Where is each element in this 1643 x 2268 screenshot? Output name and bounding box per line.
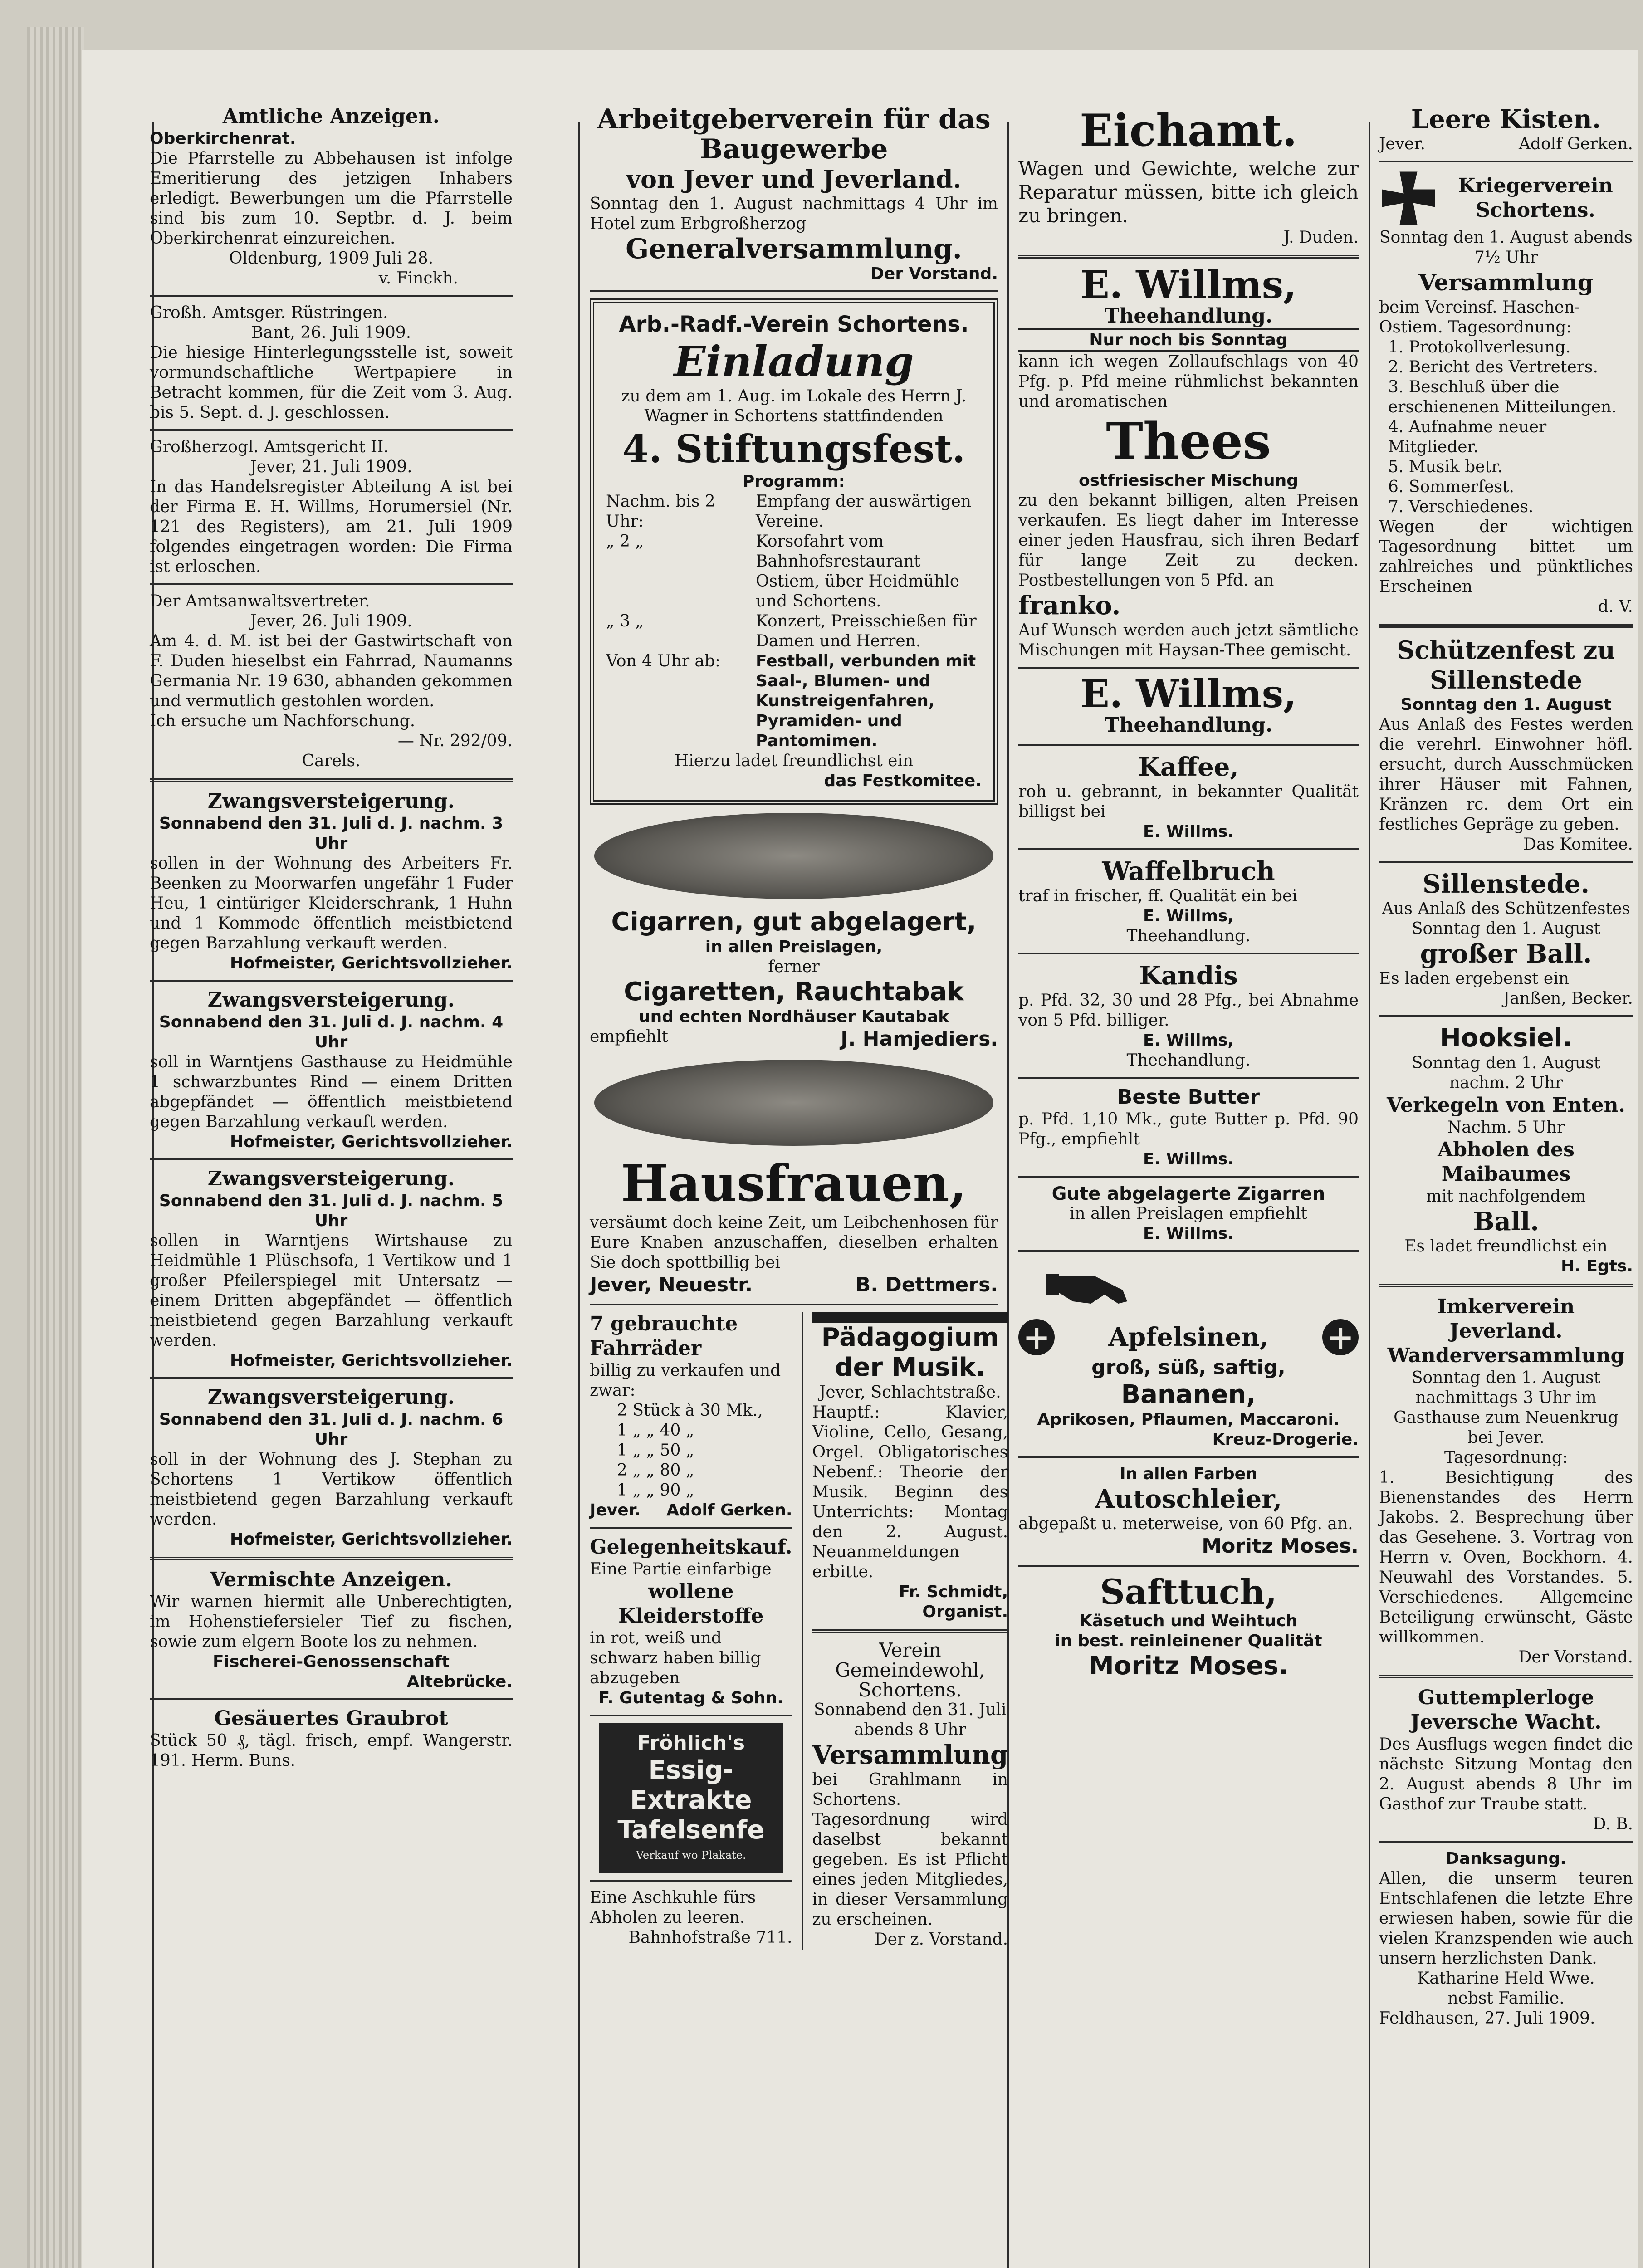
auction-signature: Hofmeister, Gerichtsvollzieher.: [230, 1133, 513, 1151]
program-row: [606, 651, 982, 751]
notice-date: Jever, 21. Juli 1909.: [250, 458, 412, 476]
ad-headline: Apfelsinen,: [1108, 1322, 1269, 1352]
ad-title-row: [1379, 169, 1633, 228]
ad-headline: Generalversammlung.: [626, 233, 962, 265]
ad-signature: Das Komitee.: [1523, 835, 1633, 854]
ad-sub: Theehandlung.: [1104, 714, 1273, 737]
ad-body: Eine Partie einfarbige: [590, 1560, 772, 1579]
ad-headline: Autoschleier,: [1095, 1484, 1282, 1514]
ad-place: Jever.: [590, 1501, 641, 1520]
program-item: Konzert, Preisschießen für Damen und Herren.: [756, 612, 977, 650]
ad-when: Sonntag den 1. August nachm. 2 Uhr: [1411, 1054, 1601, 1092]
agenda-item: 4. Aufnahme neuer Mitglieder.: [1388, 418, 1547, 456]
ad-body: zu dem am 1. Aug. im Lokale des Herrn J. Wagner in Schortens stattfindenden: [621, 387, 967, 425]
pointing-hand-icon: [1046, 1258, 1359, 1315]
ad-sub: ferner: [768, 958, 820, 976]
notice-body: Am 4. d. M. ist bei der Gastwirtschaft von F. Duden hieselbst ein Fahrrad, Naumanns Germania Nr. 19 630, abhanden gekommen und vermutlich gestohlen worden.: [150, 632, 513, 710]
ad-title: Arbeitgeberverein für das Baugewerbe: [597, 103, 991, 165]
ad-title: Gelegenheitskauf.: [590, 1535, 792, 1559]
auction-title: Zwangsversteigerung.: [207, 1386, 455, 1409]
ad-signature: d. V.: [1598, 597, 1633, 616]
auction-when: Sonnabend den 31. Juli d. J. nachm. 4 Uhr: [159, 1013, 504, 1051]
agenda-item: 1. Protokollverlesung.: [1388, 338, 1571, 357]
ad-sub: und echten Nordhäuser Kautabak: [638, 1007, 949, 1026]
auction-title: Zwangsversteigerung.: [207, 988, 455, 1012]
ad-headline: Thees: [1106, 412, 1271, 470]
logo-text: Essig-Extrakte: [630, 1755, 752, 1815]
price-row: 1 „ „ 50 „: [617, 1441, 694, 1460]
price-row: 1 „ „ 90 „: [617, 1481, 694, 1500]
program-row: [606, 492, 982, 532]
ad-headline: 4. Stiftungsfest.: [622, 426, 966, 471]
ad-headline: wollene Kleiderstoffe: [618, 1580, 764, 1628]
ad-headline: Kaffee,: [1138, 752, 1239, 782]
ad-signature: das Festkomitee.: [824, 772, 982, 790]
auction-body: sollen in der Wohnung des Arbeiters Fr. Beenken zu Moorwarfen ungefähr 1 Fuder Heu, 1 eintüriger Kleiderschrank, 1 Huhn und 1 Kommode öffentlich meistbietend gegen Barzahlung verkauft werden.: [150, 854, 513, 953]
logo-text: Verkauf wo Plakate.: [636, 1849, 746, 1862]
ad-body: Wegen der wichtigen Tagesordnung bittet um zahlreiches und pünktliches Erscheinen: [1379, 518, 1633, 596]
ad-signature: H. Egts.: [1560, 1257, 1633, 1276]
notice-body: Die Pfarrstelle zu Abbehausen ist infolge Emeritierung des jetzigen Inhabers erledigt. Bewerbungen um die Pfarrstelle sind bis zum 10. Septbr. d. J. beim Oberkirchenrat einzureichen.: [150, 149, 513, 248]
ad-headline: Hooksiel.: [1439, 1023, 1573, 1053]
ad-headline-row: [1018, 1319, 1359, 1355]
ad-body: kann ich wegen Zollaufschlags von 40 Pfg. p. Pfd meine rühmlichst bekannten und aromatischen: [1018, 352, 1359, 411]
column-1-content: [150, 104, 513, 1771]
notice-body: Die hiesige Hinterlegungsstelle ist, soweit vormundschaftliche Wertpapiere in Betracht kommen, für die Zeit vom 3. Aug. bis 5. Sept. d. J. geschlossen.: [150, 343, 513, 422]
ad-headline: Eichamt.: [1080, 105, 1297, 156]
ad-title: Imkerverein Jeverland.: [1437, 1295, 1575, 1343]
ad-signature: J. Duden.: [1283, 228, 1359, 247]
ad-body: billig zu verkaufen und zwar:: [590, 1361, 781, 1400]
ad-signature: E. Willms,: [1143, 907, 1234, 925]
ad-headline: Versammlung: [1418, 269, 1594, 296]
lower-left-ads: [590, 1312, 803, 1950]
newspaper-page: [82, 50, 1638, 2268]
price-row: 2 „ „ 80 „: [617, 1461, 694, 1480]
ad-bar: Nur noch bis Sonntag: [1018, 328, 1359, 352]
notice-title: Großherzogl. Amtsgericht II.: [150, 438, 389, 456]
ad-footer: [590, 1501, 792, 1520]
ad-date: Feldhausen, 27. Juli 1909.: [1379, 2009, 1595, 2028]
ad-body: Eine Aschkuhle fürs Abholen zu leeren.: [590, 1888, 756, 1927]
ad-headline: Leere Kisten.: [1411, 104, 1601, 134]
ad-headline: Gute abgelagerte Zigarren: [1051, 1183, 1325, 1204]
auction-when: Sonnabend den 31. Juli d. J. nachm. 5 Uhr: [159, 1192, 504, 1230]
ad-sub: Käsetuch und Weihtuch: [1079, 1612, 1298, 1630]
iron-cross-icon: [1379, 169, 1438, 228]
ad-headline: E. Willms,: [1080, 671, 1297, 716]
column-rule: [1369, 122, 1370, 2268]
agenda-item: 2. Bericht des Vertreters.: [1388, 358, 1598, 376]
ad-invite: Es laden ergebenst ein: [1379, 969, 1569, 988]
ad-address: Jever, Schlachtstraße.: [819, 1383, 1001, 1402]
ad-footer: [590, 1027, 998, 1051]
ad-when: Sonntag den 1. August: [1400, 695, 1612, 714]
ad-signature: F. Gutentag & Sohn.: [598, 1689, 783, 1707]
section-heading: Amtliche Anzeigen.: [222, 105, 440, 128]
column-4-content: [1379, 104, 1633, 2028]
ad-title: 7 gebrauchte Fahrräder: [590, 1312, 738, 1360]
lower-ads: [590, 1312, 1008, 1950]
notice-date: Jever, 26. Juli 1909.: [250, 612, 412, 631]
ad-signature: Der Vorstand.: [1518, 1648, 1633, 1667]
ad-signature: D. B.: [1593, 1815, 1633, 1833]
ad-headline: Bananen,: [1121, 1380, 1256, 1409]
column-rule: [578, 122, 580, 2268]
ad-body: Wagen und Gewichte, welche zur Reparatur müssen, bitte ich gleich zu bringen.: [1018, 157, 1359, 227]
section-heading: Vermischte Anzeigen.: [210, 1568, 452, 1591]
ad-body: bei Grahlmann in Schortens. Tagesordnung wird daselbst bekannt gegeben. Es ist Pflicht eines jeden Mitgliedes, in dieser Versammlung zu erscheinen.: [812, 1770, 1008, 1929]
ad-signature: Adolf Gerken.: [666, 1501, 792, 1520]
ad-signature: Moritz Moses.: [1202, 1535, 1359, 1558]
program-item: Korsofahrt vom Bahnhofsrestaurant Ostiem, über Heidmühle und Schortens.: [756, 532, 960, 611]
ad-sub: In allen Farben: [1120, 1465, 1257, 1483]
ad-headline: Kandis: [1139, 961, 1238, 991]
ad-signature: Moritz Moses.: [1089, 1651, 1288, 1681]
auction-title: Zwangsversteigerung.: [207, 1167, 455, 1190]
program-row: [606, 532, 982, 611]
lower-right-ads: [803, 1312, 1008, 1950]
ad-body: mit nachfolgendem: [1426, 1187, 1586, 1206]
ad-headline: Ball.: [1473, 1207, 1539, 1237]
ad-body: p. Pfd. 32, 30 und 28 Pfg., bei Abnahme von 5 Pfd. billiger.: [1018, 991, 1359, 1030]
ad-body: roh u. gebrannt, in bekannter Qualität billigst bei: [1018, 782, 1359, 821]
ad-signature: B. Dettmers.: [855, 1273, 998, 1296]
ad-signature: J. Hamjediers.: [841, 1027, 998, 1051]
notice-title: Oberkirchenrat.: [150, 129, 296, 148]
notice-body: Wir warnen hiermit alle Unberechtigten, im Hohenstiefersieler Tief zu fischen, sowie zum elgern Boote los zu nehmen.: [150, 1593, 513, 1651]
ad-title: Verein Gemeindewohl,: [835, 1639, 985, 1681]
ad-body: p. Pfd. 1,10 Mk., gute Butter p. Pfd. 90 Pfg., empfiehlt: [1018, 1110, 1359, 1149]
ad-signature: Der z. Vorstand.: [874, 1930, 1008, 1949]
auction-title: Zwangsversteigerung.: [207, 790, 455, 813]
ad-signature: Der Vorstand.: [870, 264, 998, 283]
ad-place: Jever, Neuestr.: [590, 1273, 753, 1296]
ad-body: in rot, weiß und schwarz haben billig abzugeben: [590, 1629, 761, 1687]
ad-title: Schortens.: [858, 1679, 962, 1701]
ad-headline: Einladung: [674, 337, 914, 386]
program-item: Empfang der auswärtigen Vereine.: [756, 492, 972, 531]
ad-body: versäumt doch keine Zeit, um Leibchenhosen für Eure Knaben anzuschaffen, dieselben erhalten Sie doch spottbillig bei: [590, 1213, 998, 1272]
red-cross-icon: +: [1018, 1319, 1055, 1355]
notice-title: Der Amtsanwaltsvertreter.: [150, 592, 370, 611]
price-row: 1 „ „ 40 „: [617, 1421, 694, 1440]
ad-body: Aus Anlaß des Schützenfestes Sonntag den 1. August: [1382, 899, 1630, 938]
ad-body: Auf Wunsch werden auch jetzt sämtliche Mischungen mit Haysan-Thee gemischt.: [1018, 621, 1359, 660]
ad-when: Sonntag den 1. August abends 7½ Uhr: [1379, 228, 1633, 267]
ad-signature: E. Willms,: [1143, 1031, 1234, 1050]
program-row: [606, 611, 982, 651]
ad-signature: Janßen, Becker.: [1503, 989, 1633, 1008]
ad-body: in allen Preislagen empfiehlt: [1069, 1204, 1308, 1223]
ad-sub: groß, süß, saftig,: [1091, 1356, 1286, 1379]
ad-body: zu den bekannt billigen, alten Preisen verkaufen. Es liegt daher im Interesse einer jeden Hausfrau, sich ihren Bedarf für lange Zeit zu decken. Postbestellungen von 5 Pfd. an: [1018, 491, 1359, 590]
column-2-content: [590, 103, 1008, 1950]
ad-signature: E. Willms.: [1143, 1224, 1234, 1243]
auction-body: soll in der Wohnung des J. Stephan zu Schortens 1 Vertikow öffentlich meistbietend gegen Barzahlung verkauft werden.: [150, 1450, 513, 1529]
ad-body: Aprikosen, Pflaumen, Maccaroni.: [1037, 1410, 1340, 1429]
auction-signature: Hofmeister, Gerichtsvollzieher.: [230, 954, 513, 973]
auction-body: soll in Warntjens Gasthause zu Heidmühle 1 schwarzbuntes Rind — einem Dritten abgepfändet — öffentlich meistbietend gegen Barzahlung verkauft werden.: [150, 1053, 513, 1131]
ad-headline: Beste Butter: [1117, 1085, 1260, 1109]
ad-title: Guttemplerloge Jeversche Wacht.: [1410, 1686, 1602, 1734]
ad-sub: Theehandlung.: [1126, 1051, 1251, 1070]
notice-body: In das Handelsregister Abteilung A ist bei der Firma E. H. Willms, Horumersiel (Nr. 121 des Registers), am 21. Juli 1909 folgendes eingetragen worden: Die Firma ist erloschen.: [150, 478, 513, 576]
ad-subtitle: von Jever und Jeverland.: [626, 165, 962, 194]
ad-footer: [1379, 134, 1633, 154]
notice-number: — Nr. 292/09.: [397, 732, 513, 750]
notice-request: Ich ersuche um Nachforschung.: [150, 712, 416, 730]
ad-headline: großer Ball.: [1420, 939, 1592, 969]
ad-signature: E. Willms.: [1143, 822, 1234, 841]
ad-headline: Schützenfest zu Sillenstede: [1397, 635, 1615, 694]
agenda-item: 5. Musik betr.: [1388, 458, 1503, 476]
ad-headline: E. Willms,: [1080, 262, 1297, 307]
ad-address: Bahnhofstraße 711.: [628, 1928, 792, 1947]
ad-headline: Cigaretten, Rauchtabak: [624, 977, 964, 1007]
ad-sub: Theehandlung.: [1104, 304, 1273, 327]
cyclist-club-ad: [590, 298, 998, 805]
ad-title: Arb.-Radf.-Verein Schortens.: [619, 312, 969, 337]
logo-text: Tafelsenfe: [617, 1815, 765, 1845]
program-time: „ 3 „: [606, 612, 644, 631]
notice-date: Oldenburg, 1909 Juli 28.: [229, 249, 434, 268]
ad-body: abgepaßt u. meterweise, von 60 Pfg. an.: [1018, 1515, 1353, 1533]
ad-body: Allen, die unserm teuren Entschlafenen die letzte Ehre erwiesen haben, sowie für die vielen Kranzspenden wie auch unsern herzlichsten Dank.: [1379, 1869, 1633, 1968]
ad-headline: franko.: [1018, 591, 1121, 621]
notice-signature: v. Finckh.: [378, 269, 458, 288]
notice-signature: Altebrücke.: [406, 1672, 513, 1691]
ad-body: Des Ausflugs wegen findet die nächste Sitzung Montag den 2. August abends 8 Uhr im Gasthof zur Traube statt.: [1379, 1735, 1633, 1813]
program-time: „ 2 „: [606, 532, 644, 551]
cigar-illustration: [594, 813, 993, 899]
program-time: Von 4 Uhr ab:: [606, 652, 721, 670]
agenda-list: [1379, 337, 1633, 517]
red-cross-icon: +: [1322, 1319, 1359, 1355]
ad-headline: Sillenstede.: [1423, 869, 1589, 899]
ad-body: 1. Besichtigung des Bienenstandes des Herrn Jakobs. 2. Besprechung über das Gesehene. 3. Vortrag von Herrn v. Oven, Bockhorn. 4. Neuwahl des Vorstandes. 5. Verschiedenes. Allgemeine Beteiligung erwünscht, Gäste willkommen.: [1379, 1468, 1633, 1647]
page-stack-edge: [27, 27, 84, 2268]
ad-signature: Fr. Schmidt, Organist.: [899, 1583, 1008, 1621]
ad-signature: nebst Familie.: [1447, 1989, 1565, 2008]
ad-signature: Adolf Gerken.: [1518, 135, 1633, 153]
ad-invite: Es ladet freundlichst ein: [1404, 1237, 1608, 1256]
notice-date: Bant, 26. Juli 1909.: [251, 323, 411, 342]
logo-text: Fröhlich's: [637, 1731, 745, 1755]
ad-signature: Kreuz-Drogerie.: [1212, 1430, 1359, 1449]
program-item: Festball, verbunden mit Saal-, Blumen- und Kunstreigenfahren, Pyramiden- und Pantomimen.: [756, 652, 976, 750]
ad-footer: [590, 1273, 998, 1297]
ad-title: Pädagogium der Musik.: [821, 1323, 999, 1382]
notice-title: Großh. Amtsger. Rüstringen.: [150, 303, 388, 322]
ad-headline: Versammlung: [812, 1740, 1008, 1770]
ad-sub: ostfriesischer Mischung: [1079, 471, 1298, 490]
ad-body: Stück 50 ₰, tägl. frisch, empf. Wangerstr. 191. Herm. Buns.: [150, 1731, 513, 1770]
column-3-content: [1018, 104, 1359, 1681]
agenda-item: 3. Beschluß über die erschienenen Mitteilungen.: [1388, 378, 1617, 416]
ad-body: beim Vereinsf. Haschen-Ostiem. Tagesordnung:: [1379, 298, 1580, 337]
auction-when: Sonnabend den 31. Juli d. J. nachm. 3 Uhr: [159, 814, 504, 853]
cigar-illustration: [594, 1060, 993, 1146]
auction-signature: Hofmeister, Gerichtsvollzieher.: [230, 1351, 513, 1370]
ad-place: Jever.: [1379, 135, 1426, 153]
ad-body: Sonntag den 1. August nachmittags 4 Uhr im Hotel zum Erbgroßherzog: [590, 195, 998, 233]
bike-price-list: [590, 1401, 792, 1501]
ad-sub: in best. reinleinener Qualität: [1055, 1632, 1322, 1650]
program-time: Nachm. bis 2 Uhr:: [606, 492, 715, 531]
ad-signature: E. Willms.: [1143, 1150, 1234, 1168]
ad-title: Kriegerverein Schortens.: [1458, 174, 1613, 222]
ad-title: Gesäuertes Graubrot: [214, 1707, 448, 1730]
ad-headline: Abholen des Maibaumes: [1438, 1138, 1575, 1186]
ad-sub: in allen Preislagen,: [705, 938, 883, 956]
ad-headline: Cigarren, gut abgelagert,: [611, 907, 977, 937]
auction-when: Sonnabend den 31. Juli d. J. nachm. 6 Uhr: [159, 1410, 504, 1449]
auction-body: sollen in Warntjens Wirtshause zu Heidmühle 1 Plüschsofa, 1 Vertikow und 1 großer Pfeilerspiegel mit Untersatz — einem Dritten abgepfändet — öffentlich meistbietend gegen Barzahlung verkauft werden.: [150, 1232, 513, 1350]
ad-headline: Waffelbruch: [1102, 856, 1275, 886]
ad-when: Nachm. 5 Uhr: [1447, 1118, 1565, 1137]
ad-body: traf in frischer, ff. Qualität ein bei: [1018, 887, 1297, 905]
ad-recommend: empfiehlt: [590, 1027, 668, 1046]
ad-headline: Verkegeln von Enten.: [1387, 1094, 1625, 1117]
program-heading: Programm:: [742, 472, 846, 491]
price-row: 2 Stück à 30 Mk.,: [617, 1401, 763, 1420]
ad-body: Aus Anlaß des Festes werden die verehrl. Einwohner höfl. ersucht, durch Ausschmücken ihrer Häuser mit Fahnen, Kränzen rc. dem Ort ein festliches Gepräge zu geben.: [1379, 715, 1633, 834]
ad-headline: Wanderversammlung: [1387, 1344, 1625, 1367]
auction-signature: Hofmeister, Gerichtsvollzieher.: [230, 1530, 513, 1549]
ad-sub: Theehandlung.: [1126, 927, 1251, 945]
decor-bar: [812, 1312, 1008, 1323]
agenda-item: 6. Sommerfest.: [1388, 478, 1514, 496]
notice-signature: Carels.: [302, 752, 361, 770]
ad-headline: Hausfrauen,: [621, 1154, 967, 1212]
notice-signature: Fischerei-Genossenschaft: [213, 1652, 450, 1671]
agenda-item: 7. Verschiedenes.: [1388, 498, 1534, 516]
ad-when: Sonnabend den 31. Juli abends 8 Uhr: [814, 1701, 1007, 1739]
ad-sub: Tagesordnung:: [1444, 1448, 1568, 1467]
ad-invite: Hierzu ladet freundlichst ein: [674, 752, 914, 770]
ad-when: Sonntag den 1. August nachmittags 3 Uhr im Gasthause zum Neuenkrug bei Jever.: [1394, 1369, 1619, 1447]
froehlich-logo: [599, 1723, 783, 1873]
ad-body: Hauptf.: Klavier, Violine, Cello, Gesang, Orgel. Obligatorisches Nebenf.: Theorie der Musik. Beginn des Unterrichts: Montag den 2. August. Neuanmeldungen erbitte.: [812, 1403, 1008, 1581]
ad-signature: Katharine Held Wwe.: [1417, 1969, 1595, 1988]
ad-title: Danksagung.: [1446, 1849, 1566, 1868]
ad-headline: Safttuch,: [1100, 1572, 1277, 1612]
